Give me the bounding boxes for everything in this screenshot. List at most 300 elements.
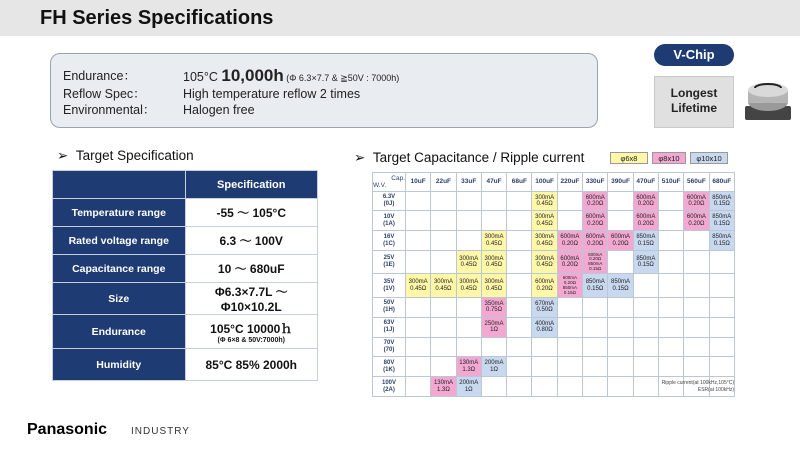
ripple-current: 850mA [585,279,605,286]
grid-notes [652,380,734,394]
voltage-value: 10V [383,213,395,220]
cap-title-text: Target Capacitance / Ripple current [372,150,585,165]
industry-label: INDUSTRY [131,426,190,437]
grid-cell [608,337,633,357]
grid-cell [684,357,709,377]
grid-cell [532,250,557,274]
grid-cell [608,191,633,211]
page-title: FH Series Specifications [40,7,274,29]
grid-cell [507,191,532,211]
ripple-current: 600mA [560,234,580,241]
esr-value: 0.45Ω [536,240,553,247]
grid-cell [431,317,456,337]
specification-table [52,170,318,381]
ripple-current: 250mA [484,320,504,327]
grid-cell [633,250,658,274]
esr-value: 0.50Ω [536,307,553,314]
grid-cell [557,211,582,231]
ripple-current: 600mA [560,255,580,262]
spec-label: Size [53,283,186,315]
spec-header-row [53,171,318,199]
spec-label: Temperature range [53,199,186,227]
ripple-current: 300mA [535,234,555,241]
grid-cell [507,250,532,274]
reflow-value: High temperature reflow 2 times [183,87,361,101]
grid-cell [684,211,709,231]
grid-cell [608,377,633,397]
spec-value: -55 ～ 105°C [185,199,318,227]
voltage-value: 35V [383,278,395,285]
voltage-label [373,191,406,211]
ripple-current: 600mA [585,214,605,221]
grid-cell [456,317,481,337]
grid-column-header: 680uF [709,173,734,192]
voltage-value: 63V [383,320,395,327]
spec-row [53,315,318,349]
esr-value: 0.20Ω [536,285,553,292]
grid-cell [481,377,506,397]
esr-value: 0.20Ω [589,256,602,262]
reflow-label: Reflow Spec： [63,87,146,101]
grid-cell [481,357,506,377]
voltage-value: 70V [383,339,395,346]
grid-cell [456,377,481,397]
esr-value: 0.15Ω [713,240,730,247]
grid-cell [684,317,709,337]
grid-cell [481,274,506,298]
ripple-current: 300mA [484,255,504,262]
endurance-note: (Φ 6.3×7.7 & ≧50V : 7000h) [283,73,400,83]
grid-cell [658,317,683,337]
ripple-current: 130mA [459,360,479,367]
grid-cell [406,231,431,251]
esr-value: 1Ω [490,366,498,373]
ripple-current: 300mA [408,279,428,286]
voltage-code: (1K) [383,366,395,373]
grid-column-header: 470uF [633,173,658,192]
ripple-current: 850mA [611,279,631,286]
grid-row [373,357,735,377]
grid-cell [709,357,734,377]
grid-cell [684,274,709,298]
spec-header: Specification [185,171,318,199]
grid-corner [373,173,406,192]
esr-value: 0.15Ω [713,220,730,227]
grid-cell [456,250,481,274]
grid-cell [608,231,633,251]
grid-cell [633,317,658,337]
voltage-label [373,317,406,337]
grid-cell [406,297,431,317]
grid-cell [431,211,456,231]
voltage-label [373,337,406,357]
grid-cell [709,250,734,274]
grid-column-header: 510uF [658,173,683,192]
grid-column-header: 330uF [583,173,608,192]
grid-cell [557,191,582,211]
spec-endurance-main: 105°C 10000ｈ [210,321,293,336]
grid-cell [658,274,683,298]
grid-cell [507,377,532,397]
esr-value: 1Ω [464,386,473,393]
grid-column-header: 10uF [406,173,431,192]
spec-endurance-sub: (Φ 6×8 & 50V:7000h) [217,336,285,344]
voltage-value: 6.3V [382,194,396,201]
spec-row [53,255,318,283]
grid-cell [583,357,608,377]
endurance-temp: 105°C [183,70,222,84]
grid-cell [532,377,557,397]
ripple-current: 130mA [433,380,453,387]
grid-header-row [373,173,735,192]
esr-value: 0.20Ω [637,201,654,208]
voltage-code: (1H) [383,307,395,314]
esr-value: 0.75Ω [485,307,503,314]
grid-cell [456,337,481,357]
esr-value: 1.3Ω [437,386,450,393]
grid-cell [709,337,734,357]
grid-row [373,274,735,298]
voltage-value: 50V [383,300,395,307]
grid-cell [431,231,456,251]
esr-value: 0.15Ω [587,285,604,292]
grid-cell [431,191,456,211]
spec-value: 85°C 85% 2000h [185,349,318,381]
grid-cell [481,191,506,211]
ripple-current: 850mA [636,255,656,262]
grid-cell [507,357,532,377]
ripple-current: 300mA [459,279,479,286]
ripple-current: 300mA [459,255,479,262]
spec-value-endurance [185,315,318,349]
esr-value: 0.45Ω [410,285,427,292]
grid-cell [481,297,506,317]
grid-cell [658,337,683,357]
grid-cell [406,274,431,298]
longest-line2: Lifetime [670,101,717,115]
grid-row [373,231,735,251]
endurance-value [183,68,399,84]
ripple-current: 600mA [562,275,578,281]
spec-section-title: ➢ Target Specification [57,148,194,163]
grid-cell [583,377,608,397]
grid-row [373,337,735,357]
ripple-current: 600mA [585,234,605,241]
ripple-current: 300mA [535,214,555,221]
voltage-value: 25V [383,255,395,262]
ripple-current: 850mA [712,194,732,201]
grid-column-header: 22uF [431,173,456,192]
endurance-row [63,68,399,84]
title-bar [0,0,800,36]
esr-value: 0.15Ω [563,289,576,295]
grid-cell [583,211,608,231]
grid-cell [532,274,557,298]
esr-value: 0.45Ω [536,201,553,208]
ripple-current: 850mA [636,234,656,241]
ripple-current: 200mA [484,360,504,367]
esr-value: 0.45Ω [460,285,477,292]
grid-cell [507,337,532,357]
esr-value: 0.20Ω [637,220,654,227]
esr-value: 0.45Ω [536,262,553,269]
grid-cell [684,337,709,357]
grid-column-header: 100uF [532,173,557,192]
ripple-current: 600mA [636,194,656,201]
grid-cell [507,297,532,317]
ripple-current: 600mA [535,279,555,286]
grid-cell [684,250,709,274]
grid-cell [456,297,481,317]
grid-cell [557,250,582,274]
grid-cell [532,317,557,337]
spec-title-text: Target Specification [75,148,194,163]
ripple-current: 300mA [484,234,504,241]
ripple-current: 300mA [535,255,555,262]
grid-cell [684,231,709,251]
grid-cell [633,211,658,231]
grid-cell [633,337,658,357]
grid-cell [481,317,506,337]
panasonic-logo: Panasonic [27,421,108,438]
ripple-current: 600mA [611,234,631,241]
voltage-code: (1J) [383,327,395,334]
grid-cell [658,211,683,231]
grid-cell [583,317,608,337]
longest-lifetime-box [654,76,734,128]
grid-cell [583,250,608,274]
grid-cell [709,297,734,317]
spec-value: 10 ～ 680uF [185,255,318,283]
grid-column-header: 33uF [456,173,481,192]
grid-cell [633,231,658,251]
ripple-current: 400mA [535,320,555,327]
esr-value: 0.20Ω [587,220,604,227]
ripple-current: 670mA [535,300,555,307]
corner-wv: W.V. [373,181,387,189]
grid-cell [507,274,532,298]
grid-cell [406,337,431,357]
corner-cap: Cap. [391,174,405,182]
ripple-current: 200mA [459,380,479,387]
grid-cell [583,274,608,298]
spec-label: Humidity [53,349,186,381]
esr-value: 0.15Ω [612,285,629,292]
grid-cell [633,191,658,211]
endurance-label: Endurance： [63,69,136,83]
voltage-code: (1V) [383,285,395,292]
esr-value: 1.3Ω [462,366,476,373]
esr-value: 0.15Ω [713,201,730,208]
grid-cell [658,357,683,377]
grid-cell [658,250,683,274]
grid-cell [507,231,532,251]
grid-cell [557,274,582,298]
voltage-code: (70) [383,346,395,353]
spec-row [53,283,318,315]
grid-cell [608,274,633,298]
grid-cell [431,337,456,357]
grid-cell [583,297,608,317]
grid-cell [431,357,456,377]
grid-cell [532,231,557,251]
legend-8x10: φ8x10 [652,152,686,164]
grid-cell [481,231,506,251]
grid-column-header: 560uF [684,173,709,192]
esr-value: 0.80Ω [536,327,553,334]
voltage-label [373,274,406,298]
voltage-label [373,250,406,274]
grid-cell [557,337,582,357]
spec-header-blank [53,171,186,199]
grid-row [373,297,735,317]
esr-value: 0.20Ω [561,262,579,269]
grid-cell [456,274,481,298]
grid-cell [608,297,633,317]
grid-cell [583,337,608,357]
voltage-label [373,297,406,317]
longest-line1: Longest [670,86,718,100]
ripple-current: 300mA [535,194,555,201]
grid-cell [532,191,557,211]
grid-cell [658,191,683,211]
ripple-current: 600mA [686,214,706,221]
grid-cell [583,191,608,211]
grid-row [373,317,735,337]
grid-cell [406,357,431,377]
grid-cell [658,231,683,251]
grid-column-header: 390uF [608,173,633,192]
ripple-current: 300mA [484,279,504,286]
grid-cell [481,337,506,357]
grid-cell [709,274,734,298]
grid-cell [557,357,582,377]
voltage-code: (2A) [383,386,395,393]
grid-cell [456,211,481,231]
ripple-current: 350mA [484,300,504,307]
voltage-code: (0J) [383,201,395,208]
environmental-row [63,102,255,118]
ripple-current: 600mA [686,194,706,201]
grid-cell [608,250,633,274]
grid-cell [532,357,557,377]
spec-label: Rated voltage range [53,227,186,255]
ripple-current: 850mA [712,234,732,241]
grid-cell [557,377,582,397]
grid-row [373,250,735,274]
ripple-current: 600mA [585,194,605,201]
grid-cell [532,211,557,231]
voltage-value: 16V [383,233,395,240]
voltage-label [373,231,406,251]
legend-10x10: φ10x10 [690,152,728,164]
spec-value: Φ6.3×7.7L ～ Φ10×10.2L [185,283,318,315]
grid-cell [431,250,456,274]
voltage-label [373,357,406,377]
voltage-value: 100V [381,379,396,386]
grid-cell [557,317,582,337]
spec-row [53,227,318,255]
esr-value: 0.20Ω [563,279,576,285]
grid-cell [481,211,506,231]
voltage-label [373,211,406,231]
grid-cell [709,231,734,251]
esr-value: 0.45Ω [435,285,452,292]
endurance-hours: 10,000h [221,66,284,85]
grid-cell [608,357,633,377]
environmental-label: Environmental： [63,103,156,117]
summary-box [50,53,598,128]
grid-cell [431,274,456,298]
voltage-code: (1C) [383,240,395,247]
esr-value: 0.45Ω [536,220,553,227]
esr-value: 0.15Ω [589,266,602,272]
esr-value: 1Ω [490,327,498,334]
ripple-current: 850mA [562,284,578,290]
esr-value: 0.20Ω [587,240,604,247]
environmental-value: Halogen free [183,103,255,117]
legend-6x8: φ6x8 [610,152,648,164]
voltage-value: 80V [383,359,395,366]
grid-column-header: 47uF [481,173,506,192]
voltage-code: (1A) [383,220,395,227]
voltage-code: (1E) [383,262,395,269]
ripple-current: 600mA [636,214,656,221]
grid-cell [658,297,683,317]
grid-column-header: 68uF [507,173,532,192]
grid-cell [406,211,431,231]
grid-row [373,211,735,231]
grid-cell [456,357,481,377]
grid-cell [557,297,582,317]
grid-cell [633,357,658,377]
grid-cell [507,211,532,231]
grid-cell [406,191,431,211]
note-ripple: Ripple current(at 100kHz,105°C) [661,380,734,386]
ripple-current: 300mA [433,279,453,286]
vchip-badge: V-Chip [654,44,734,66]
esr-value: 0.45Ω [485,240,503,247]
esr-value: 0.45Ω [460,262,477,269]
esr-value: 0.20Ω [587,201,604,208]
grid-cell [608,317,633,337]
grid-cell [406,377,431,397]
esr-value: 0.15Ω [637,240,654,247]
voltage-label [373,377,406,397]
ripple-current: 600mA [588,251,603,257]
esr-value: 0.20Ω [688,220,705,227]
esr-value: 0.45Ω [485,262,503,269]
grid-cell [431,297,456,317]
grid-cell [709,211,734,231]
esr-value: 0.20Ω [688,201,705,208]
grid-cell [557,231,582,251]
note-esr: ESR(at 100kHz) [697,387,734,393]
reflow-row [63,86,360,102]
spec-label: Capacitance range [53,255,186,283]
grid-cell [709,317,734,337]
esr-value: 0.20Ω [561,240,579,247]
grid-cell [431,377,456,397]
grid-cell [456,231,481,251]
spec-row [53,199,318,227]
grid-cell [481,250,506,274]
capacitor-image [741,80,795,124]
capacitance-grid [372,172,735,397]
grid-cell [709,191,734,211]
grid-cell [684,191,709,211]
grid-row [373,191,735,211]
